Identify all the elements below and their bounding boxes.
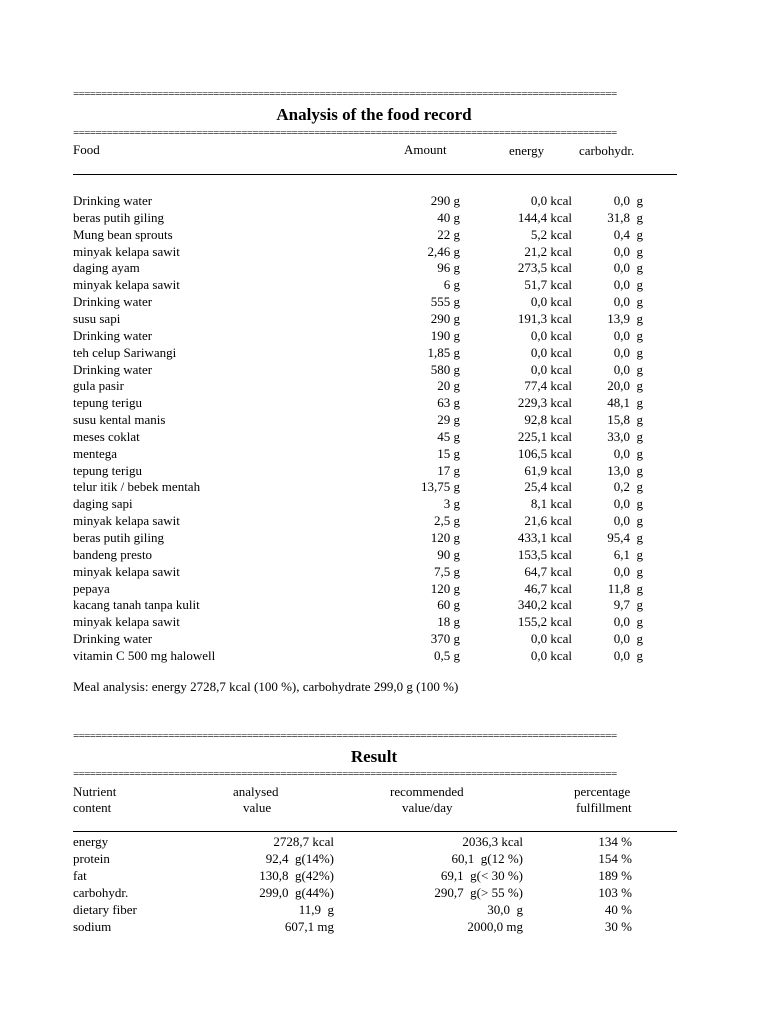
- food-energy: 155,2 kcal: [517, 614, 572, 630]
- food-energy: 0,0 kcal: [530, 631, 572, 647]
- separator-line: =================================================================================================: [73, 730, 617, 742]
- nutrient-name: fat: [73, 867, 87, 883]
- food-row: [0, 378, 768, 395]
- food-amount: 2,46 g: [427, 243, 460, 259]
- food-energy: 61,9 kcal: [524, 462, 572, 478]
- food-energy: 225,1 kcal: [517, 428, 572, 444]
- food-amount: 17 g: [437, 462, 460, 478]
- food-row: [0, 395, 768, 412]
- food-row: [0, 446, 768, 463]
- food-carb: 13,0 g: [607, 462, 643, 478]
- food-name: minyak kelapa sawit: [73, 277, 180, 293]
- food-amount: 190 g: [430, 327, 460, 343]
- food-row: [0, 648, 768, 665]
- food-energy: 25,4 kcal: [524, 479, 572, 495]
- food-energy: 64,7 kcal: [524, 563, 572, 579]
- food-carb: 11,8 g: [607, 580, 643, 596]
- food-row: [0, 564, 768, 581]
- food-row: [0, 227, 768, 244]
- meal-analysis: Meal analysis: energy 2728,7 kcal (100 %), carbohydrate 299,0 g (100 %): [73, 679, 459, 694]
- food-energy: 229,3 kcal: [517, 395, 572, 411]
- nutrient-analysed: 299,0 g(44%): [259, 884, 334, 900]
- food-row: [0, 530, 768, 547]
- food-carb: 0,0 g: [613, 647, 643, 663]
- header-analysed-2: value: [243, 800, 272, 815]
- food-row: [0, 260, 768, 277]
- food-energy: 46,7 kcal: [524, 580, 572, 596]
- food-row: [0, 614, 768, 631]
- food-carb: 15,8 g: [607, 412, 643, 428]
- food-amount: 7,5 g: [434, 563, 460, 579]
- header-nutrient-1: Nutrient: [73, 784, 117, 799]
- food-row: [0, 429, 768, 446]
- nutrient-percentage: 30 %: [604, 918, 632, 934]
- nutrient-analysed: 607,1 mg: [284, 918, 334, 934]
- food-name: teh celup Sariwangi: [73, 344, 177, 360]
- food-record-title: Analysis of the food record: [276, 105, 472, 124]
- food-amount: 29 g: [437, 412, 460, 428]
- food-row: [0, 294, 768, 311]
- food-row: [0, 631, 768, 648]
- food-carb: 33,0 g: [607, 428, 643, 444]
- food-amount: 120 g: [430, 530, 460, 545]
- food-energy: 0,0 kcal: [530, 193, 572, 208]
- food-carb: 0,4 g: [613, 226, 643, 242]
- nutrient-name: protein: [73, 850, 110, 866]
- food-carb: 0,0 g: [613, 361, 643, 377]
- food-amount: 22 g: [437, 226, 460, 242]
- food-name: bandeng presto: [73, 546, 153, 562]
- header-percentage-1: percentage: [574, 784, 631, 799]
- food-amount: 60 g: [437, 597, 460, 613]
- food-carb: 0,0 g: [613, 614, 643, 630]
- food-energy: 273,5 kcal: [517, 260, 572, 276]
- food-amount: 96 g: [437, 260, 460, 276]
- food-carb: 0,0 g: [613, 243, 643, 259]
- food-name: minyak kelapa sawit: [73, 563, 180, 579]
- food-name: minyak kelapa sawit: [73, 243, 180, 259]
- nutrient-recommended: 2036,3 kcal: [462, 834, 523, 849]
- nutrient-analysed: 92,4 g(14%): [265, 850, 334, 866]
- food-carb: 13,9 g: [607, 310, 643, 326]
- food-energy: 144,4 kcal: [517, 209, 572, 225]
- food-name: gula pasir: [73, 378, 124, 394]
- food-energy: 51,7 kcal: [524, 277, 572, 293]
- food-amount: 13,75 g: [421, 479, 460, 495]
- nutrient-percentage: 189 %: [598, 867, 632, 883]
- food-energy: 0,0 kcal: [530, 344, 572, 360]
- nutrient-row: [0, 919, 768, 936]
- food-carb: 0,0 g: [613, 563, 643, 579]
- food-name: susu sapi: [73, 310, 121, 326]
- food-amount: 0,5 g: [434, 647, 460, 663]
- header-nutrient-2: content: [73, 800, 112, 815]
- food-carb: 0,0 g: [613, 277, 643, 293]
- header-rule: [73, 174, 677, 175]
- nutrient-row: [0, 902, 768, 919]
- food-name: tepung terigu: [73, 462, 142, 478]
- nutrient-name: dietary fiber: [73, 901, 137, 917]
- food-row: [0, 362, 768, 379]
- food-name: vitamin C 500 mg halowell: [73, 647, 216, 663]
- food-name: Mung bean sprouts: [73, 226, 173, 242]
- food-name: mentega: [73, 445, 118, 461]
- food-carb: 0,0 g: [613, 327, 643, 343]
- nutrient-recommended: 30,0 g: [487, 901, 523, 917]
- food-carb: 95,4 g: [607, 530, 643, 545]
- nutrient-analysed: 11,9 g: [298, 901, 334, 917]
- food-row: [0, 193, 768, 210]
- food-name: Drinking water: [73, 361, 153, 377]
- food-energy: 5,2 kcal: [530, 226, 572, 242]
- food-row: [0, 581, 768, 598]
- result-title: Result: [350, 747, 398, 766]
- food-row: [0, 463, 768, 480]
- food-amount: 63 g: [437, 395, 460, 411]
- food-energy: 0,0 kcal: [530, 294, 572, 310]
- food-carb: 31,8 g: [607, 209, 643, 225]
- food-name: beras putih giling: [73, 209, 164, 225]
- food-energy: 92,8 kcal: [524, 412, 572, 428]
- food-amount: 2,5 g: [434, 513, 460, 529]
- food-name: daging sapi: [73, 496, 133, 512]
- food-amount: 45 g: [437, 428, 460, 444]
- food-energy: 0,0 kcal: [530, 361, 572, 377]
- nutrient-analysed: 130,8 g(42%): [259, 867, 334, 883]
- nutrient-recommended: 60,1 g(12 %): [451, 850, 523, 866]
- header-recommended-1: recommended: [390, 784, 464, 799]
- food-carb: 0,0 g: [613, 631, 643, 647]
- food-carb: 0,0 g: [613, 445, 643, 461]
- food-row: [0, 412, 768, 429]
- header-carbohydrate: carbohydr.: [579, 143, 635, 158]
- food-carb: 0,0 g: [613, 294, 643, 310]
- nutrient-row: [0, 834, 768, 851]
- food-row: [0, 277, 768, 294]
- food-row: [0, 210, 768, 227]
- food-name: Drinking water: [73, 294, 153, 310]
- separator-line: =================================================================================================: [73, 768, 617, 780]
- food-carb: 20,0 g: [607, 378, 643, 394]
- nutrient-name: sodium: [73, 918, 112, 934]
- header-percentage-2: fulfillment: [576, 800, 632, 815]
- food-amount: 370 g: [430, 631, 460, 647]
- food-amount: 20 g: [437, 378, 460, 394]
- header-amount: Amount: [404, 142, 447, 157]
- separator-line: =================================================================================================: [73, 88, 617, 100]
- header-food: Food: [73, 142, 100, 157]
- food-energy: 0,0 kcal: [530, 647, 572, 663]
- food-row: [0, 547, 768, 564]
- header-analysed-1: analysed: [233, 784, 279, 799]
- food-row: [0, 345, 768, 362]
- food-energy: 0,0 kcal: [530, 327, 572, 343]
- food-name: kacang tanah tanpa kulit: [73, 597, 200, 613]
- nutrient-recommended: 290,7 g(> 55 %): [434, 884, 523, 900]
- food-name: beras putih giling: [73, 530, 164, 545]
- food-name: Drinking water: [73, 327, 153, 343]
- food-energy: 8,1 kcal: [530, 496, 572, 512]
- nutrient-percentage: 134 %: [598, 834, 632, 849]
- food-row: [0, 479, 768, 496]
- nutrient-row: [0, 885, 768, 902]
- header-recommended-2: value/day: [402, 800, 453, 815]
- food-name: tepung terigu: [73, 395, 142, 411]
- food-energy: 106,5 kcal: [517, 445, 572, 461]
- food-energy: 340,2 kcal: [517, 597, 572, 613]
- nutrient-name: carbohydr.: [73, 884, 129, 900]
- food-carb: 0,2 g: [613, 479, 643, 495]
- food-carb: 9,7 g: [613, 597, 643, 613]
- food-name: meses coklat: [73, 428, 140, 444]
- food-name: pepaya: [73, 580, 110, 596]
- food-row: [0, 513, 768, 530]
- food-amount: 290 g: [430, 193, 460, 208]
- food-energy: 21,2 kcal: [524, 243, 572, 259]
- food-name: minyak kelapa sawit: [73, 614, 180, 630]
- separator-line: =================================================================================================: [73, 127, 617, 139]
- food-energy: 77,4 kcal: [524, 378, 572, 394]
- food-amount: 580 g: [430, 361, 460, 377]
- nutrient-recommended: 69,1 g(< 30 %): [440, 867, 523, 883]
- food-row: [0, 311, 768, 328]
- food-row: [0, 597, 768, 614]
- food-amount: 90 g: [437, 546, 460, 562]
- food-amount: 6 g: [443, 277, 460, 293]
- food-name: susu kental manis: [73, 412, 166, 428]
- food-carb: 0,0 g: [613, 344, 643, 360]
- food-carb: 48,1 g: [607, 395, 643, 411]
- food-carb: 6,1 g: [613, 546, 643, 562]
- food-name: telur itik / bebek mentah: [73, 479, 201, 495]
- nutrient-percentage: 40 %: [604, 901, 632, 917]
- food-amount: 40 g: [437, 209, 460, 225]
- nutrient-name: energy: [73, 834, 109, 849]
- food-row: [0, 244, 768, 261]
- food-energy: 433,1 kcal: [517, 530, 572, 545]
- food-name: minyak kelapa sawit: [73, 513, 180, 529]
- food-amount: 290 g: [430, 310, 460, 326]
- nutrient-row: [0, 851, 768, 868]
- food-amount: 555 g: [430, 294, 460, 310]
- food-amount: 18 g: [437, 614, 460, 630]
- food-energy: 21,6 kcal: [524, 513, 572, 529]
- food-name: daging ayam: [73, 260, 140, 276]
- nutrient-percentage: 154 %: [598, 850, 632, 866]
- food-carb: 0,0 g: [613, 260, 643, 276]
- food-name: Drinking water: [73, 631, 153, 647]
- food-amount: 120 g: [430, 580, 460, 596]
- food-carb: 0,0 g: [613, 513, 643, 529]
- food-amount: 1,85 g: [427, 344, 460, 360]
- nutrient-percentage: 103 %: [598, 884, 632, 900]
- nutrient-analysed: 2728,7 kcal: [273, 834, 334, 849]
- food-energy: 153,5 kcal: [517, 546, 572, 562]
- food-carb: 0,0 g: [613, 496, 643, 512]
- result-header-rule: [73, 831, 677, 832]
- nutrient-recommended: 2000,0 mg: [467, 918, 523, 934]
- header-energy: energy: [509, 143, 545, 158]
- food-amount: 15 g: [437, 445, 460, 461]
- food-row: [0, 328, 768, 345]
- food-name: Drinking water: [73, 193, 153, 208]
- food-energy: 191,3 kcal: [517, 310, 572, 326]
- food-row: [0, 496, 768, 513]
- food-carb: 0,0 g: [613, 193, 643, 208]
- nutrient-row: [0, 868, 768, 885]
- food-amount: 3 g: [443, 496, 460, 512]
